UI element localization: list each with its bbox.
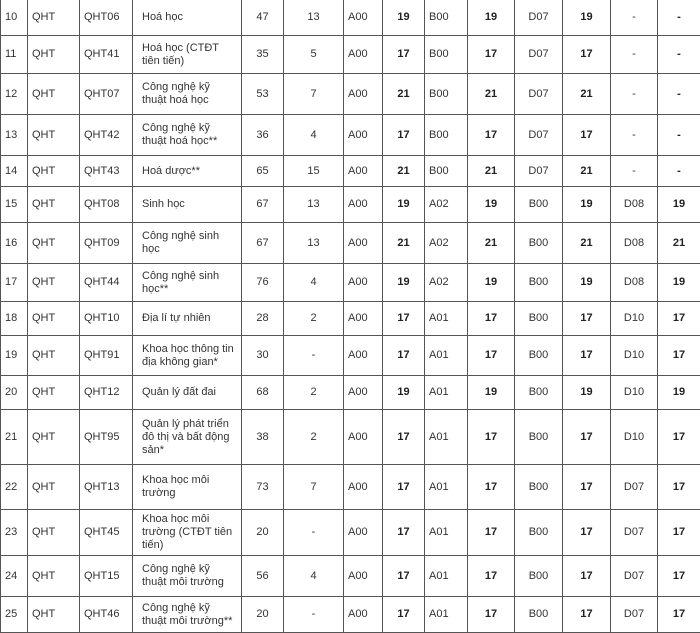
score3-cell: 17 xyxy=(563,410,611,465)
count-cell: 4 xyxy=(284,264,344,302)
quota-cell: 35 xyxy=(242,36,284,74)
combo4-cell: - xyxy=(611,74,658,115)
quota-cell: 76 xyxy=(242,264,284,302)
score4-cell: - xyxy=(658,0,700,36)
stt-cell: 10 xyxy=(1,0,28,36)
combo4-cell: D08 xyxy=(611,187,658,223)
combo4-cell: D10 xyxy=(611,302,658,336)
count-cell: 4 xyxy=(284,556,344,597)
count-cell: 15 xyxy=(284,156,344,187)
count-cell: 2 xyxy=(284,376,344,410)
quota-cell: 53 xyxy=(242,74,284,115)
combo1-cell: A00 xyxy=(344,187,383,223)
combo2-cell: A01 xyxy=(425,597,468,633)
combo1-cell: A00 xyxy=(344,74,383,115)
unit-cell: QHT xyxy=(28,115,80,156)
quota-cell: 20 xyxy=(242,597,284,633)
major-name-cell: Công nghệ kỹ thuật môi trường xyxy=(133,556,242,597)
score3-cell: 21 xyxy=(563,156,611,187)
combo1-cell: A00 xyxy=(344,115,383,156)
count-cell: 13 xyxy=(284,187,344,223)
score2-cell: 17 xyxy=(468,410,515,465)
major-name-cell: Hoá học xyxy=(133,0,242,36)
count-cell: - xyxy=(284,510,344,556)
score2-cell: 17 xyxy=(468,465,515,510)
quota-cell: 67 xyxy=(242,187,284,223)
score3-cell: 17 xyxy=(563,115,611,156)
table-body xyxy=(1,0,700,633)
quota-cell: 30 xyxy=(242,336,284,376)
score3-cell: 17 xyxy=(563,302,611,336)
score2-cell: 17 xyxy=(468,556,515,597)
score1-cell: 17 xyxy=(383,556,425,597)
quota-cell: 38 xyxy=(242,410,284,465)
code-cell: QHT10 xyxy=(80,302,133,336)
combo3-cell: B00 xyxy=(515,264,563,302)
combo2-cell: A01 xyxy=(425,510,468,556)
score4-cell: 19 xyxy=(658,376,700,410)
combo4-cell: - xyxy=(611,115,658,156)
combo2-cell: B00 xyxy=(425,156,468,187)
count-cell: 13 xyxy=(284,0,344,36)
score4-cell: - xyxy=(658,74,700,115)
table-row xyxy=(1,187,700,223)
score3-cell: 21 xyxy=(563,223,611,264)
score4-cell: - xyxy=(658,156,700,187)
stt-cell: 17 xyxy=(1,264,28,302)
major-name-cell: Công nghệ kỹ thuật hoá học** xyxy=(133,115,242,156)
score3-cell: 17 xyxy=(563,510,611,556)
unit-cell: QHT xyxy=(28,465,80,510)
table-row xyxy=(1,556,700,597)
combo4-cell: - xyxy=(611,36,658,74)
combo2-cell: A01 xyxy=(425,556,468,597)
unit-cell: QHT xyxy=(28,510,80,556)
combo2-cell: A01 xyxy=(425,302,468,336)
unit-cell: QHT xyxy=(28,410,80,465)
combo1-cell: A00 xyxy=(344,510,383,556)
combo1-cell: A00 xyxy=(344,302,383,336)
stt-cell: 19 xyxy=(1,336,28,376)
quota-cell: 20 xyxy=(242,510,284,556)
stt-cell: 20 xyxy=(1,376,28,410)
stt-cell: 23 xyxy=(1,510,28,556)
combo1-cell: A00 xyxy=(344,410,383,465)
combo4-cell: D07 xyxy=(611,597,658,633)
table-row xyxy=(1,74,700,115)
quota-cell: 65 xyxy=(242,156,284,187)
score4-cell: 21 xyxy=(658,223,700,264)
count-cell: 2 xyxy=(284,410,344,465)
combo1-cell: A00 xyxy=(344,336,383,376)
score1-cell: 17 xyxy=(383,597,425,633)
unit-cell: QHT xyxy=(28,187,80,223)
code-cell: QHT95 xyxy=(80,410,133,465)
combo2-cell: B00 xyxy=(425,74,468,115)
combo1-cell: A00 xyxy=(344,156,383,187)
combo1-cell: A00 xyxy=(344,465,383,510)
score4-cell: - xyxy=(658,115,700,156)
stt-cell: 11 xyxy=(1,36,28,74)
score2-cell: 19 xyxy=(468,187,515,223)
table-row xyxy=(1,0,700,36)
quota-cell: 68 xyxy=(242,376,284,410)
score3-cell: 17 xyxy=(563,597,611,633)
score2-cell: 17 xyxy=(468,336,515,376)
score3-cell: 19 xyxy=(563,187,611,223)
score4-cell: 17 xyxy=(658,465,700,510)
unit-cell: QHT xyxy=(28,264,80,302)
combo2-cell: A01 xyxy=(425,410,468,465)
stt-cell: 15 xyxy=(1,187,28,223)
score4-cell: - xyxy=(658,36,700,74)
score1-cell: 21 xyxy=(383,156,425,187)
code-cell: QHT09 xyxy=(80,223,133,264)
stt-cell: 25 xyxy=(1,597,28,633)
score2-cell: 17 xyxy=(468,510,515,556)
combo4-cell: D10 xyxy=(611,336,658,376)
unit-cell: QHT xyxy=(28,223,80,264)
major-name-cell: Công nghệ sinh học xyxy=(133,223,242,264)
unit-cell: QHT xyxy=(28,336,80,376)
score3-cell: 17 xyxy=(563,556,611,597)
count-cell: 13 xyxy=(284,223,344,264)
quota-cell: 28 xyxy=(242,302,284,336)
quota-cell: 67 xyxy=(242,223,284,264)
combo3-cell: D07 xyxy=(515,115,563,156)
combo4-cell: D07 xyxy=(611,510,658,556)
score1-cell: 17 xyxy=(383,410,425,465)
table-row xyxy=(1,115,700,156)
score1-cell: 19 xyxy=(383,187,425,223)
table-row xyxy=(1,410,700,465)
unit-cell: QHT xyxy=(28,74,80,115)
score1-cell: 17 xyxy=(383,465,425,510)
major-name-cell: Hoá học (CTĐT tiên tiến) xyxy=(133,36,242,74)
quota-cell: 36 xyxy=(242,115,284,156)
major-name-cell: Công nghệ sinh học** xyxy=(133,264,242,302)
unit-cell: QHT xyxy=(28,376,80,410)
combo4-cell: D08 xyxy=(611,264,658,302)
code-cell: QHT08 xyxy=(80,187,133,223)
quota-cell: 56 xyxy=(242,556,284,597)
score1-cell: 19 xyxy=(383,0,425,36)
combo3-cell: B00 xyxy=(515,302,563,336)
combo3-cell: B00 xyxy=(515,510,563,556)
combo3-cell: D07 xyxy=(515,36,563,74)
table-row xyxy=(1,465,700,510)
table-row xyxy=(1,264,700,302)
code-cell: QHT91 xyxy=(80,336,133,376)
table-row xyxy=(1,223,700,264)
combo1-cell: A00 xyxy=(344,597,383,633)
combo4-cell: D10 xyxy=(611,410,658,465)
score2-cell: 19 xyxy=(468,376,515,410)
combo4-cell: D10 xyxy=(611,376,658,410)
score4-cell: 19 xyxy=(658,187,700,223)
score4-cell: 17 xyxy=(658,510,700,556)
score2-cell: 17 xyxy=(468,302,515,336)
stt-cell: 12 xyxy=(1,74,28,115)
combo2-cell: A02 xyxy=(425,264,468,302)
stt-cell: 22 xyxy=(1,465,28,510)
score3-cell: 17 xyxy=(563,465,611,510)
major-name-cell: Khoa học thông tin địa không gian* xyxy=(133,336,242,376)
combo4-cell: - xyxy=(611,156,658,187)
table-row xyxy=(1,510,700,556)
stt-cell: 21 xyxy=(1,410,28,465)
score3-cell: 19 xyxy=(563,264,611,302)
combo2-cell: A01 xyxy=(425,465,468,510)
stt-cell: 18 xyxy=(1,302,28,336)
score1-cell: 19 xyxy=(383,376,425,410)
score3-cell: 17 xyxy=(563,36,611,74)
combo3-cell: D07 xyxy=(515,0,563,36)
code-cell: QHT44 xyxy=(80,264,133,302)
quota-cell: 73 xyxy=(242,465,284,510)
count-cell: 7 xyxy=(284,74,344,115)
combo4-cell: D07 xyxy=(611,465,658,510)
unit-cell: QHT xyxy=(28,556,80,597)
table-row xyxy=(1,36,700,74)
combo1-cell: A00 xyxy=(344,0,383,36)
combo3-cell: B00 xyxy=(515,376,563,410)
code-cell: QHT42 xyxy=(80,115,133,156)
table-row xyxy=(1,302,700,336)
score2-cell: 21 xyxy=(468,74,515,115)
score2-cell: 21 xyxy=(468,223,515,264)
score1-cell: 17 xyxy=(383,115,425,156)
code-cell: QHT12 xyxy=(80,376,133,410)
unit-cell: QHT xyxy=(28,36,80,74)
major-name-cell: Quản lý phát triển đô thị và bất động sản* xyxy=(133,410,242,465)
major-name-cell: Sinh học xyxy=(133,187,242,223)
combo2-cell: B00 xyxy=(425,36,468,74)
score1-cell: 17 xyxy=(383,302,425,336)
combo2-cell: B00 xyxy=(425,115,468,156)
score1-cell: 17 xyxy=(383,510,425,556)
major-name-cell: Địa lí tự nhiên xyxy=(133,302,242,336)
combo4-cell: - xyxy=(611,0,658,36)
major-name-cell: Quản lý đất đai xyxy=(133,376,242,410)
count-cell: 4 xyxy=(284,115,344,156)
score3-cell: 21 xyxy=(563,74,611,115)
code-cell: QHT07 xyxy=(80,74,133,115)
combo2-cell: A01 xyxy=(425,336,468,376)
major-name-cell: Khoa học môi trường (CTĐT tiên tiến) xyxy=(133,510,242,556)
count-cell: 7 xyxy=(284,465,344,510)
combo1-cell: A00 xyxy=(344,264,383,302)
score2-cell: 19 xyxy=(468,264,515,302)
count-cell: - xyxy=(284,597,344,633)
table-row xyxy=(1,336,700,376)
code-cell: QHT06 xyxy=(80,0,133,36)
count-cell: - xyxy=(284,336,344,376)
score2-cell: 19 xyxy=(468,0,515,36)
major-name-cell: Công nghệ kỹ thuật môi trường** xyxy=(133,597,242,633)
major-name-cell: Công nghệ kỹ thuật hoá học xyxy=(133,74,242,115)
score1-cell: 21 xyxy=(383,223,425,264)
score3-cell: 19 xyxy=(563,376,611,410)
stt-cell: 14 xyxy=(1,156,28,187)
quota-cell: 47 xyxy=(242,0,284,36)
stt-cell: 13 xyxy=(1,115,28,156)
code-cell: QHT45 xyxy=(80,510,133,556)
combo3-cell: D07 xyxy=(515,74,563,115)
combo1-cell: A00 xyxy=(344,36,383,74)
score2-cell: 21 xyxy=(468,156,515,187)
score4-cell: 17 xyxy=(658,302,700,336)
score2-cell: 17 xyxy=(468,115,515,156)
combo3-cell: B00 xyxy=(515,187,563,223)
combo1-cell: A00 xyxy=(344,556,383,597)
score2-cell: 17 xyxy=(468,36,515,74)
code-cell: QHT46 xyxy=(80,597,133,633)
major-name-cell: Hoá dược** xyxy=(133,156,242,187)
code-cell: QHT43 xyxy=(80,156,133,187)
stt-cell: 24 xyxy=(1,556,28,597)
score4-cell: 17 xyxy=(658,556,700,597)
combo3-cell: B00 xyxy=(515,465,563,510)
unit-cell: QHT xyxy=(28,302,80,336)
score3-cell: 17 xyxy=(563,336,611,376)
unit-cell: QHT xyxy=(28,156,80,187)
table-row xyxy=(1,376,700,410)
stt-cell: 16 xyxy=(1,223,28,264)
combo2-cell: A02 xyxy=(425,187,468,223)
score4-cell: 17 xyxy=(658,597,700,633)
code-cell: QHT13 xyxy=(80,465,133,510)
table-row xyxy=(1,156,700,187)
combo3-cell: B00 xyxy=(515,410,563,465)
combo3-cell: B00 xyxy=(515,223,563,264)
score4-cell: 19 xyxy=(658,264,700,302)
combo3-cell: D07 xyxy=(515,156,563,187)
major-name-cell: Khoa học môi trường xyxy=(133,465,242,510)
code-cell: QHT41 xyxy=(80,36,133,74)
score2-cell: 17 xyxy=(468,597,515,633)
combo3-cell: B00 xyxy=(515,336,563,376)
combo4-cell: D07 xyxy=(611,556,658,597)
combo2-cell: A02 xyxy=(425,223,468,264)
score1-cell: 17 xyxy=(383,336,425,376)
unit-cell: QHT xyxy=(28,597,80,633)
table-row xyxy=(1,597,700,633)
count-cell: 2 xyxy=(284,302,344,336)
count-cell: 5 xyxy=(284,36,344,74)
code-cell: QHT15 xyxy=(80,556,133,597)
score3-cell: 19 xyxy=(563,0,611,36)
score1-cell: 19 xyxy=(383,264,425,302)
unit-cell: QHT xyxy=(28,0,80,36)
score4-cell: 17 xyxy=(658,410,700,465)
combo2-cell: A01 xyxy=(425,376,468,410)
combo1-cell: A00 xyxy=(344,223,383,264)
combo2-cell: B00 xyxy=(425,0,468,36)
combo1-cell: A00 xyxy=(344,376,383,410)
combo3-cell: B00 xyxy=(515,556,563,597)
combo4-cell: D08 xyxy=(611,223,658,264)
score1-cell: 21 xyxy=(383,74,425,115)
score1-cell: 17 xyxy=(383,36,425,74)
score4-cell: 17 xyxy=(658,336,700,376)
combo3-cell: B00 xyxy=(515,597,563,633)
